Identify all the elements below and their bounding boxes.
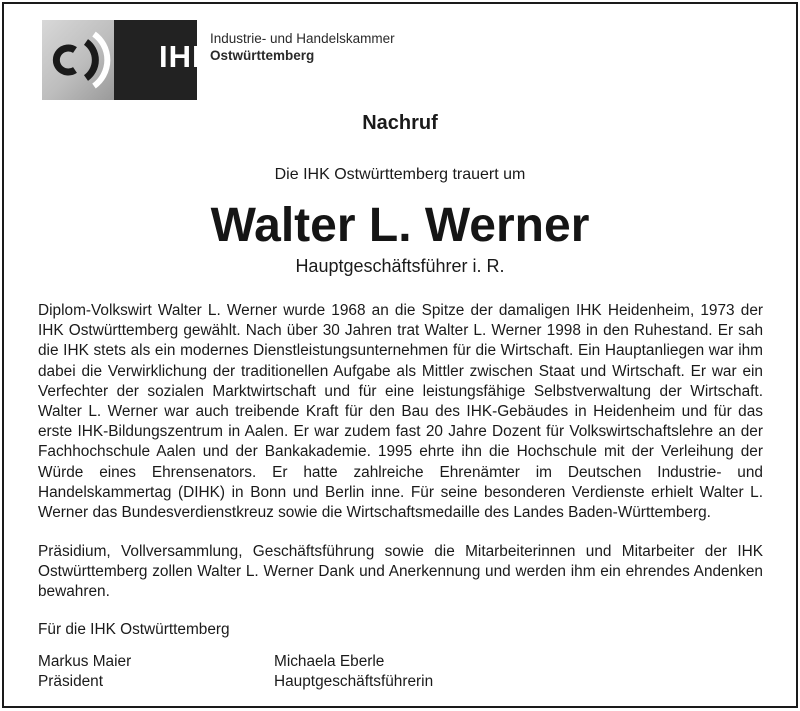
intro-line: Die IHK Ostwürttemberg trauert um	[274, 166, 526, 183]
paragraph-tribute: Präsidium, Vollversammlung, Geschäftsführung sowie die Mitarbeiterinnen und Mitarbeiter der IHK Ostwürttemberg zollen Walter L. Werner Dank und Anerkennung und werden ihm ein ehrendes Andenken bewahren.	[38, 543, 763, 601]
signatory-1	[38, 652, 131, 692]
ihk-logo	[42, 20, 216, 100]
organization-name	[210, 30, 395, 64]
deceased-role: Hauptgeschäftsführer i. R.	[295, 256, 505, 276]
signatory-2	[274, 652, 433, 692]
deceased-name: Walter L. Werner	[210, 199, 590, 252]
paragraph-biography: Diplom-Volkswirt Walter L. Werner wurde 1968 an die Spitze der damaligen IHK Heidenheim, 1973 der IHK Ostwürttemberg gewählt. Nach über 30 Jahren trat Walter L. Werner 1998 in den Ruhestand. Er sah die IHK stets als ein modernes Dienstleistungsunternehmen für die Wirtschaft. Ein Hauptanliegen war ihm dabei die Verwirklichung der traditionellen Aufgabe als Mittler zwischen Staat und Wirtschaft. Er war ein Verfechter der sozialen Marktwirtschaft und für eine leistungsfähige Selbstverwaltung der Wirtschaft. Walter L. Werner war auch treibende Kraft für den Bau des IHK-Gebäudes in Heidenheim und für das erste IHK-Bildungszentrum in Aalen. Er war zudem fast 20 Jahre Dozent für Volkswirtschaftslehre an der Fachhochschule Aalen und der Bankakademie. 1995 ehrte ihn die Hochschule mit der Verleihung der Würde eines Ehrensenators. Er hatte zahlreiche Ehrenämter im Deutschen Industrie- und Handelskammertag (DIHK) in Bonn und Berlin inne. Für seine besonderen Verdienste erhielt Walter L. Werner das Bundesverdienstkreuz sowie die Wirtschaftsmedaille des Landes Baden-Württemberg.	[38, 302, 763, 522]
paragraph-on-behalf: Für die IHK Ostwürttemberg	[38, 621, 230, 638]
signatory-name: Markus Maier	[38, 653, 132, 670]
org-line-2: Ostwürttemberg	[210, 48, 315, 63]
signatory-title: Hauptgeschäftsführerin	[274, 673, 434, 691]
org-line-1: Industrie- und Handelskammer	[210, 31, 395, 46]
logo-letters: IHK	[159, 39, 216, 74]
signatory-name: Michaela Eberle	[274, 653, 385, 670]
signatory-title: Präsident	[38, 673, 104, 691]
page-title: Nachruf	[362, 112, 438, 134]
